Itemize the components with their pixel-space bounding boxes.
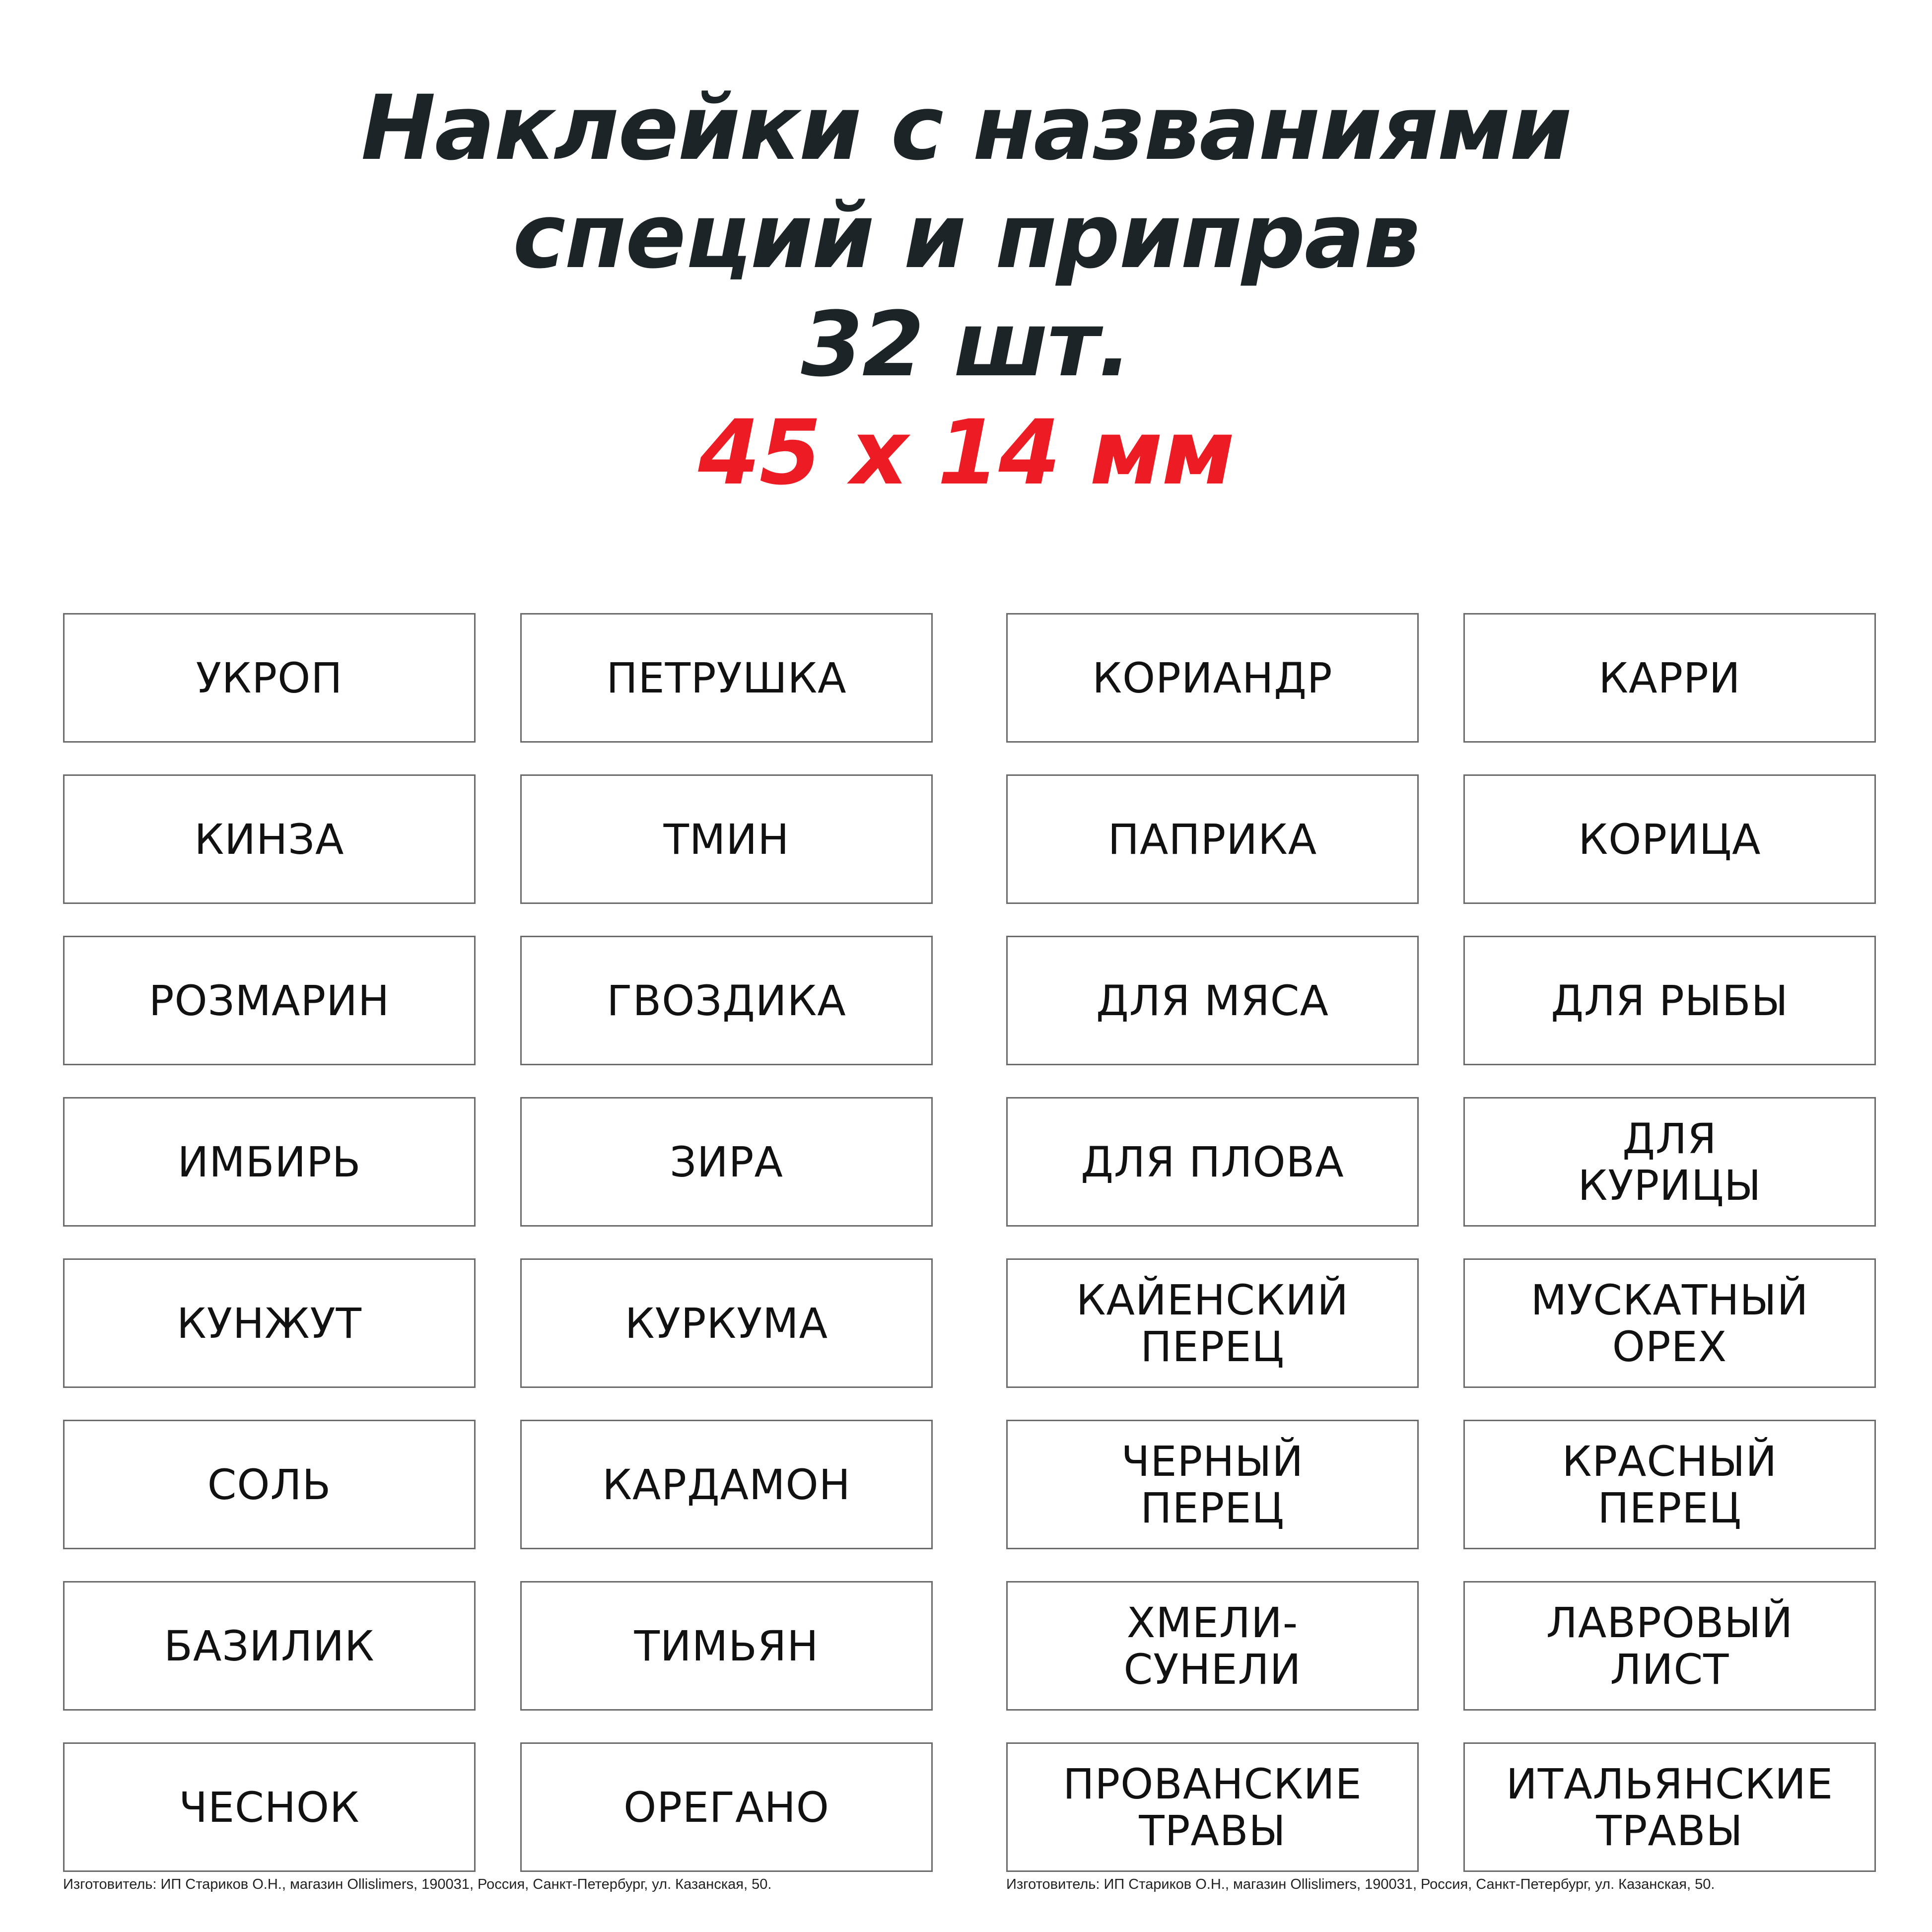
sticker bbox=[1463, 1742, 1876, 1872]
sticker-label: ЗИРА bbox=[670, 1137, 783, 1186]
title-line-1: Наклейки с названиями bbox=[361, 76, 1571, 180]
sticker bbox=[63, 1097, 476, 1227]
sticker bbox=[1463, 613, 1876, 743]
header bbox=[0, 74, 1932, 507]
sticker bbox=[1463, 774, 1876, 904]
manufacturer-note-left: Изготовитель: ИП Стариков О.Н., магазин Ollislimers, 190031, Россия, Санкт-Петербург, ул. Казанская, 50. bbox=[63, 1876, 772, 1892]
sticker bbox=[63, 1581, 476, 1711]
sticker-label: ГВОЗДИКА bbox=[607, 976, 846, 1025]
sticker-label: ИМБИРЬ bbox=[177, 1137, 361, 1186]
sticker bbox=[520, 1258, 933, 1388]
sticker-label: ПРОВАНСКИЕ ТРАВЫ bbox=[1063, 1759, 1362, 1855]
sticker-label: БАЗИЛИК bbox=[164, 1621, 375, 1670]
sticker-label: ТИМЬЯН bbox=[634, 1621, 819, 1670]
sticker-label: КАРДАМОН bbox=[602, 1460, 851, 1509]
sticker-label: КРАСНЫЙ ПЕРЕЦ bbox=[1562, 1437, 1778, 1532]
sticker-label: КАЙЕНСКИЙ ПЕРЕЦ bbox=[1076, 1275, 1349, 1371]
sticker bbox=[63, 936, 476, 1065]
sticker bbox=[520, 613, 933, 743]
sticker-label: ХМЕЛИ- СУНЕЛИ bbox=[1123, 1598, 1302, 1694]
sticker bbox=[1006, 1420, 1419, 1549]
title-line-2: специй и приправ bbox=[512, 185, 1420, 288]
sticker-grid-left bbox=[63, 613, 933, 1872]
sticker bbox=[520, 1420, 933, 1549]
sticker-label: ДЛЯ ПЛОВА bbox=[1081, 1137, 1344, 1186]
sticker-label: ТМИН bbox=[663, 815, 790, 864]
sticker bbox=[63, 613, 476, 743]
sticker-count: 32 шт. bbox=[801, 293, 1131, 397]
manufacturer-note-right: Изготовитель: ИП Стариков О.Н., магазин Ollislimers, 190031, Россия, Санкт-Петербург, ул. Казанская, 50. bbox=[1006, 1876, 1715, 1892]
sticker bbox=[1006, 1097, 1419, 1227]
sticker-label: КУНЖУТ bbox=[177, 1299, 362, 1348]
sticker-label: ЧЕРНЫЙ ПЕРЕЦ bbox=[1121, 1437, 1304, 1532]
sticker bbox=[1006, 1742, 1419, 1872]
sticker-label: ОРЕГАНО bbox=[623, 1783, 829, 1832]
sticker bbox=[520, 1097, 933, 1227]
sticker-label: ДЛЯ КУРИЦЫ bbox=[1578, 1114, 1762, 1210]
sticker-label: МУСКАТНЫЙ ОРЕХ bbox=[1530, 1275, 1809, 1371]
sticker bbox=[520, 936, 933, 1065]
sticker-label: ПАПРИКА bbox=[1107, 815, 1317, 864]
sticker-label: ПЕТРУШКА bbox=[606, 653, 847, 702]
sticker bbox=[520, 1742, 933, 1872]
sticker-label: КОРИАНДР bbox=[1092, 653, 1333, 702]
sticker-sheet-right bbox=[1006, 613, 1876, 1872]
sticker-size: 45 х 14 мм bbox=[698, 401, 1234, 505]
sticker bbox=[1463, 1258, 1876, 1388]
sticker-label: КИНЗА bbox=[194, 815, 345, 864]
sticker bbox=[1463, 1581, 1876, 1711]
sticker-label: СОЛЬ bbox=[207, 1460, 332, 1509]
sticker bbox=[1006, 1581, 1419, 1711]
sticker bbox=[1463, 936, 1876, 1065]
sticker bbox=[1006, 774, 1419, 904]
sticker-label: ДЛЯ РЫБЫ bbox=[1551, 976, 1789, 1025]
sticker-label: РОЗМАРИН bbox=[148, 976, 390, 1025]
sticker bbox=[63, 1258, 476, 1388]
sticker-label: КОРИЦА bbox=[1578, 815, 1761, 864]
sticker-label: ИТАЛЬЯНСКИЕ ТРАВЫ bbox=[1506, 1759, 1834, 1855]
sticker-label: ЧЕСНОК bbox=[179, 1783, 360, 1832]
sticker bbox=[63, 1420, 476, 1549]
sticker bbox=[1006, 936, 1419, 1065]
sticker-label: УКРОП bbox=[196, 653, 343, 702]
sticker bbox=[63, 774, 476, 904]
sticker-label: КУРКУМА bbox=[624, 1299, 828, 1348]
sticker-label: КАРРИ bbox=[1598, 653, 1741, 702]
sticker bbox=[520, 774, 933, 904]
sticker-label: ДЛЯ МЯСА bbox=[1096, 976, 1329, 1025]
sticker-grid-right bbox=[1006, 613, 1876, 1872]
sticker bbox=[63, 1742, 476, 1872]
sticker bbox=[1463, 1420, 1876, 1549]
sticker bbox=[520, 1581, 933, 1711]
sticker-label: ЛАВРОВЫЙ ЛИСТ bbox=[1546, 1598, 1794, 1694]
sticker bbox=[1006, 613, 1419, 743]
sticker bbox=[1006, 1258, 1419, 1388]
sticker-sheet-left bbox=[63, 613, 933, 1872]
sticker bbox=[1463, 1097, 1876, 1227]
